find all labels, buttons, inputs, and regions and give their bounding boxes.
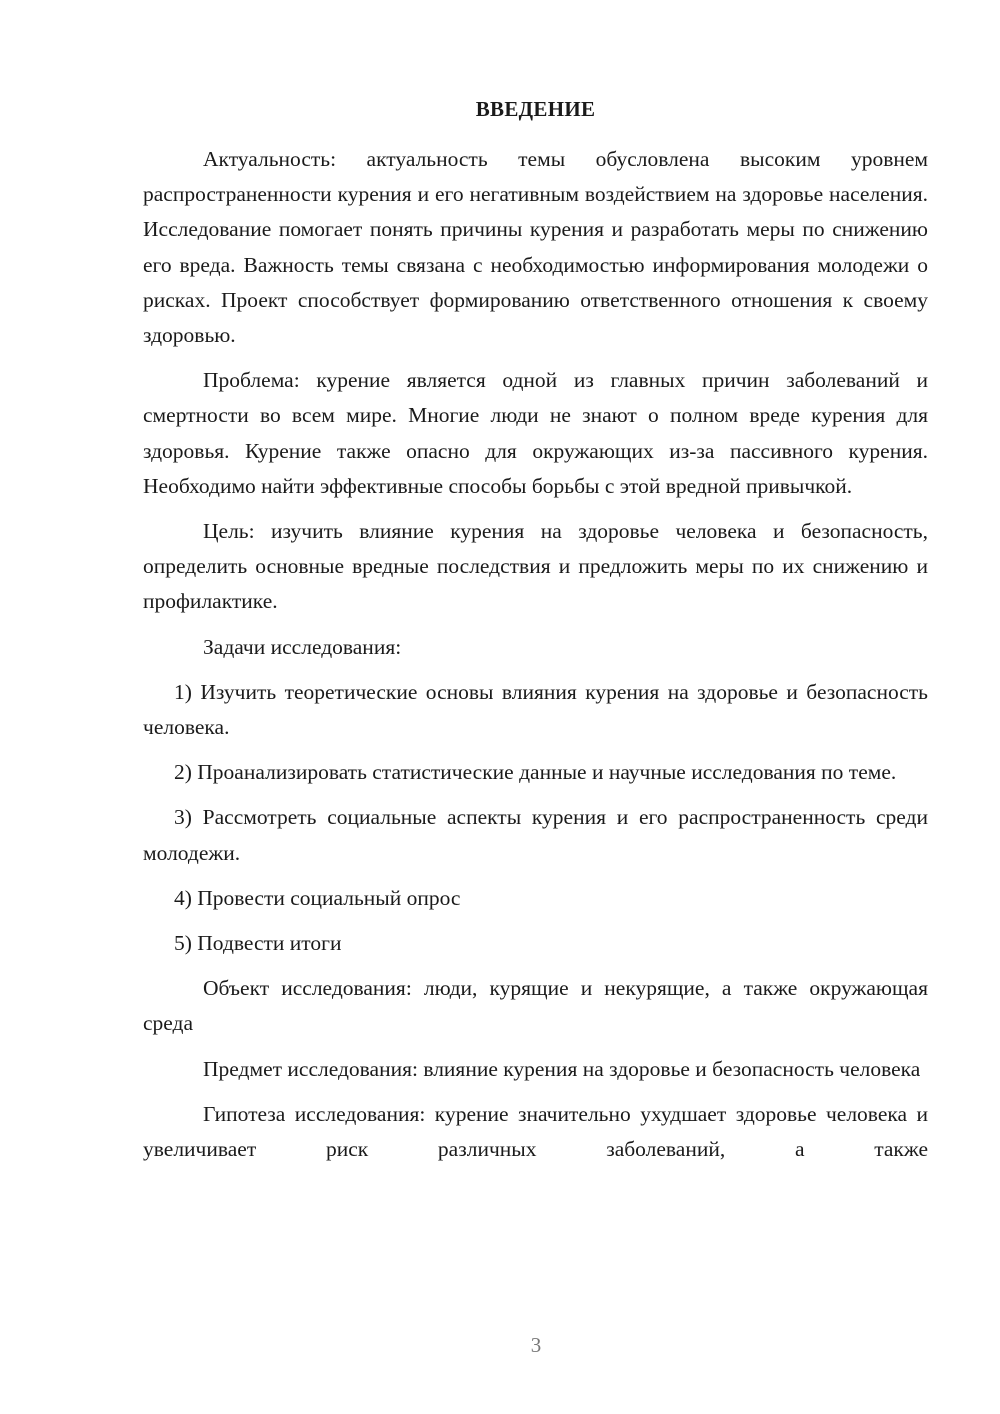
page-number: 3 [530,1333,542,1357]
paragraph-goal: Цель: изучить влияние курения на здоровье человека и безопасность, определить основные вредные последствия и предложить меры по их снижению и профилактике. [143,519,928,614]
paragraph-relevance: Актуальность: актуальность темы обусловлена высоким уровнем распространенности курения и его негативным воздействием на здоровье населения. Исследование помогает понять причины курения и разработать меры по снижению его вреда. Важность темы связана с необходимостью информирования молодежи о рисках. Проект способствует формированию ответственного отношения к своему здоровью. [143,147,928,348]
task-item: 1) Изучить теоретические основы влияния курения на здоровье и безопасность человека. [143,679,928,740]
paragraph-object: Объект исследования: люди, курящие и некурящие, а также окружающая среда [143,976,928,1036]
task-item: 5) Подвести итоги [174,931,342,956]
task-item: 3) Рассмотреть социальные аспекты курения и его распространенность среди молодежи. [143,805,928,865]
paragraph-hypothesis: Гипотеза исследования: курение значительно ухудшает здоровье человека и увеличивает риск различных заболеваний, а также [143,1101,928,1162]
document-page [143,92,928,1177]
paragraph-problem: Проблема: курение является одной из главных причин заболеваний и смертности во всем мире. Многие люди не знают о полном вреде курения для здоровья. Курение также опасно для окружающих из-за пассивного курения. Необходимо найти эффективные способы борьбы с этой вредной привычкой. [143,368,928,498]
task-item: 4) Провести социальный опрос [174,885,461,910]
paragraph-subject: Предмет исследования: влияние курения на здоровье и безопасность человека [203,1056,921,1081]
section-title: ВВЕДЕНИЕ [475,97,596,121]
tasks-heading: Задачи исследования: [203,634,402,659]
task-item: 2) Проанализировать статистические данные и научные исследования по теме. [174,760,897,785]
